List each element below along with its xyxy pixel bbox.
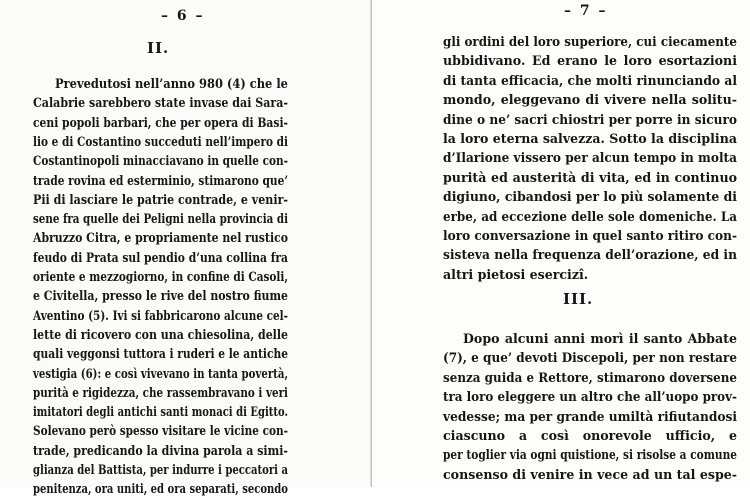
text-line: purità ed austerità di vita, ed in continuo: [443, 169, 738, 185]
text-line: d’Ilarione vissero per alcun tempo in molta: [443, 150, 737, 166]
text-line: lette di ricovero con una chiesolina, delle: [33, 326, 289, 342]
text-line: loro conversazione in quel santo ritiro con-: [443, 228, 737, 243]
text-line: Aventino (5). Ivi si fabbricarono alcune cel-: [33, 307, 288, 323]
text-line: oriente e mezzogiorno, in confine di Casoli,: [33, 269, 288, 284]
text-line: la loro eterna salvezza. Sotto la disciplina: [443, 131, 737, 146]
text-line: vedesse; ma per grande umiltà rifiutandosi: [443, 408, 738, 424]
text-line: feudo di Prata sul pendio d’una collina fra: [33, 249, 288, 265]
text-line: trade, predicando la divina parola a simi-: [33, 442, 288, 458]
text-line: dine o ne’ sacri chiostri per porre in sicuro: [443, 111, 738, 127]
text-line: digiuno, cibandosi per lo più solamente di: [443, 189, 737, 205]
text-line: Costantinopoli minacciavano in quelle con-: [33, 153, 288, 169]
text-line: altri pietosi esercizî.: [443, 266, 589, 282]
text-line: Dopo alcuni anni morì il santo Abbate: [463, 331, 737, 346]
text-line: tra loro eleggere un altro che all’uopo prov-: [443, 389, 737, 405]
text-line: (7), e que’ devoti Discepoli, per non restare: [443, 350, 738, 366]
right-page: [372, 0, 750, 487]
text-line: consenso di venire in vece ad un tal espe-: [443, 466, 738, 482]
text-line: ceni popoli barbari, che per opera di Basi-: [33, 114, 289, 130]
text-line: erbe, ad eccezione delle sole domeniche. La: [443, 208, 737, 224]
text-line: sene fra quelle dei Peligni nella provincia di: [33, 211, 288, 227]
text-line: lio e di Costantino succeduti nell’impero di: [33, 133, 289, 149]
text-line: purità e rigidezza, che rassembravano i veri: [33, 384, 288, 400]
text-line: senza guida e Rettore, stimarono doversene: [443, 369, 737, 385]
text-line: ubbidivano. Ed erano le loro esortazioni: [443, 53, 737, 69]
text-line: gli ordini del loro superiore, cui ciecamente: [443, 34, 738, 49]
text-line: di tanta efficacia, che molti rinunciando al: [443, 72, 738, 88]
text-line: ciascuno a così onorevole ufficio, e: [443, 428, 738, 443]
text-line: penitenza, ora uniti, ed ora separati, secondo: [33, 481, 288, 497]
text-line: vestigia (6): e così vivevano in tanta povertà,: [33, 365, 289, 381]
text-line: e Civitella, presso le rive del nostro fiume: [33, 288, 289, 304]
text-line: mondo, eleggevano di vivere nella solitu-: [443, 92, 737, 108]
text-line: glianza del Battista, per indurre i peccatori a: [33, 462, 289, 477]
page-number-left: – 6 –: [161, 8, 205, 24]
page-number-right: – 7 –: [564, 3, 608, 19]
text-line: imitatori degli antichi santi monaci di Egitto.: [33, 404, 289, 420]
text-line: per toglier via ogni quistione, si risolse a comune: [443, 447, 737, 463]
text-line: Calabrie sarebbero state invase dai Sara-: [33, 95, 288, 111]
text-line: Prevedutosi nell’anno 980 (4) che le: [55, 76, 288, 91]
text-line: Solevano però spesso visitare le vicine con-: [33, 423, 289, 439]
text-line: trade rovina ed esterminio, stimarono que’: [33, 172, 289, 188]
section-heading-ii: II.: [147, 39, 170, 57]
text-line: Pii di lasciare le patrie contrade, e venir-: [33, 191, 289, 207]
left-page: [0, 0, 372, 497]
text-line: sisteva nella frequenza dell’orazione, ed in: [443, 247, 737, 263]
text-line: Abruzzo Citra, e propriamente nel rustico: [33, 230, 289, 246]
section-heading-iii: III.: [563, 290, 594, 308]
text-line: quali veggonsi tuttora i ruderi e le antiche: [33, 346, 289, 362]
